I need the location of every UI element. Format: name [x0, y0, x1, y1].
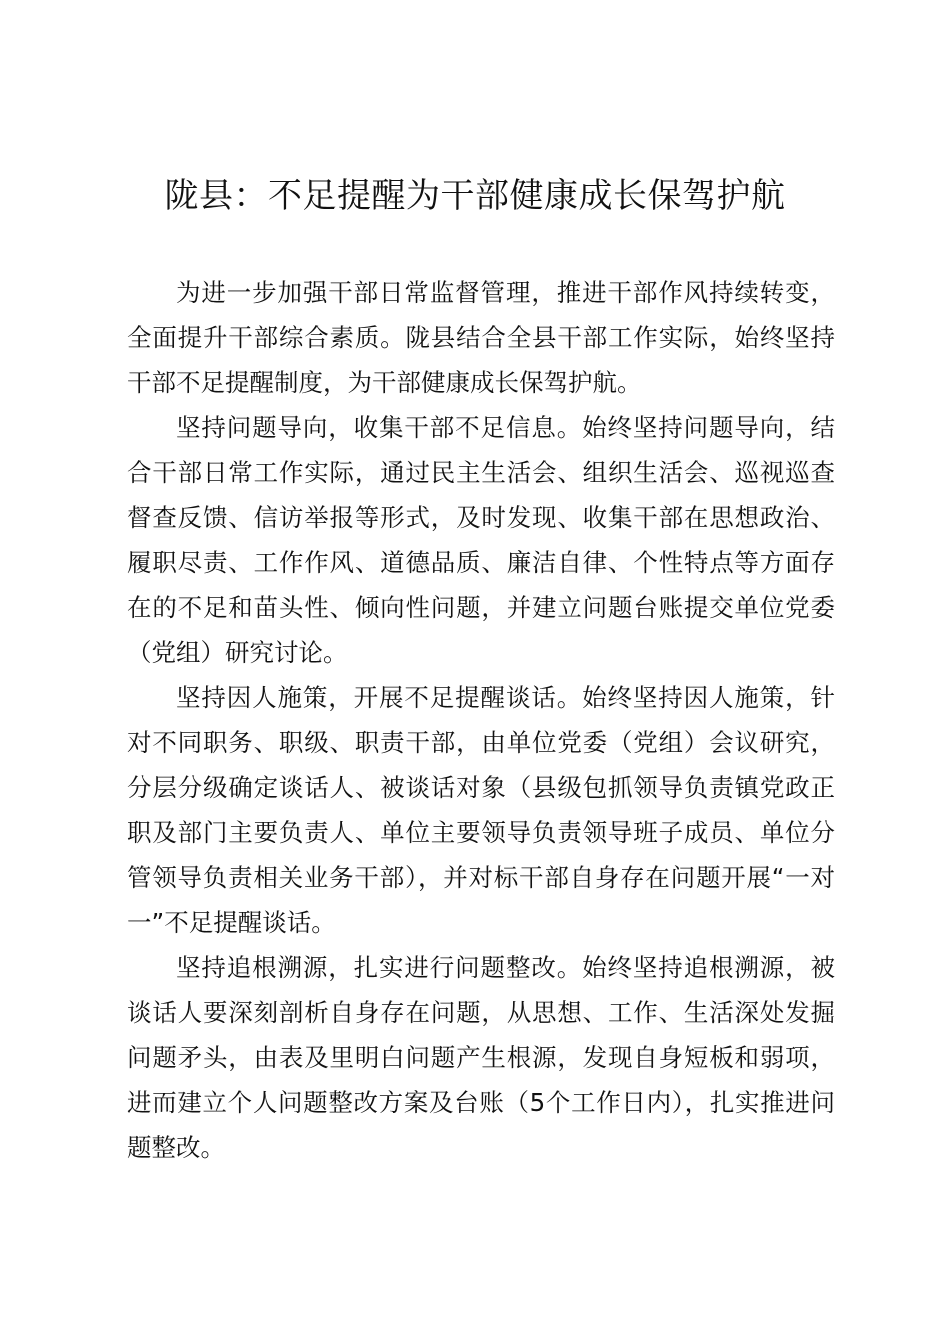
paragraph-problem-orientation: 坚持问题导向，收集干部不足信息。始终坚持问题导向，结合干部日常工作实际，通过民主生活会、组织生活会、巡视巡查督查反馈、信访举报等形式，及时发现、收集干部在思想政治、履职尽责、工作作风、道德品质、廉洁自律、个性特点等方面存在的不足和苗头性、倾向性问题，并建立问题台账提交单位党委（党组）研究讨论。	[127, 413, 835, 667]
paragraph-intro: 为进一步加强干部日常监督管理，推进干部作风持续转变，全面提升干部综合素质。陇县结合全县干部工作实际，始终坚持干部不足提醒制度，为干部健康成长保驾护航。	[127, 278, 835, 397]
paragraph-targeted-talks: 坚持因人施策，开展不足提醒谈话。始终坚持因人施策，针对不同职务、职级、职责干部，由单位党委（党组）会议研究，分层分级确定谈话人、被谈话对象（县级包抓领导负责镇党政正职及部门主要负责人、单位主要领导负责领导班子成员、单位分管领导负责相关业务干部），并对标干部自身存在问题开展“一对一”不足提醒谈话。	[127, 683, 835, 937]
paragraph-rectification: 坚持追根溯源，扎实进行问题整改。始终坚持追根溯源，被谈话人要深刻剖析自身存在问题，从思想、工作、生活深处发掘问题矛头，由表及里明白问题产生根源，发现自身短板和弱项，进而建立个人问题整改方案及台账（5个工作日内），扎实推进问题整改。	[127, 953, 835, 1162]
document-title: 陇县：不足提醒为干部健康成长保驾护航	[164, 176, 786, 216]
document-body	[127, 270, 835, 1170]
